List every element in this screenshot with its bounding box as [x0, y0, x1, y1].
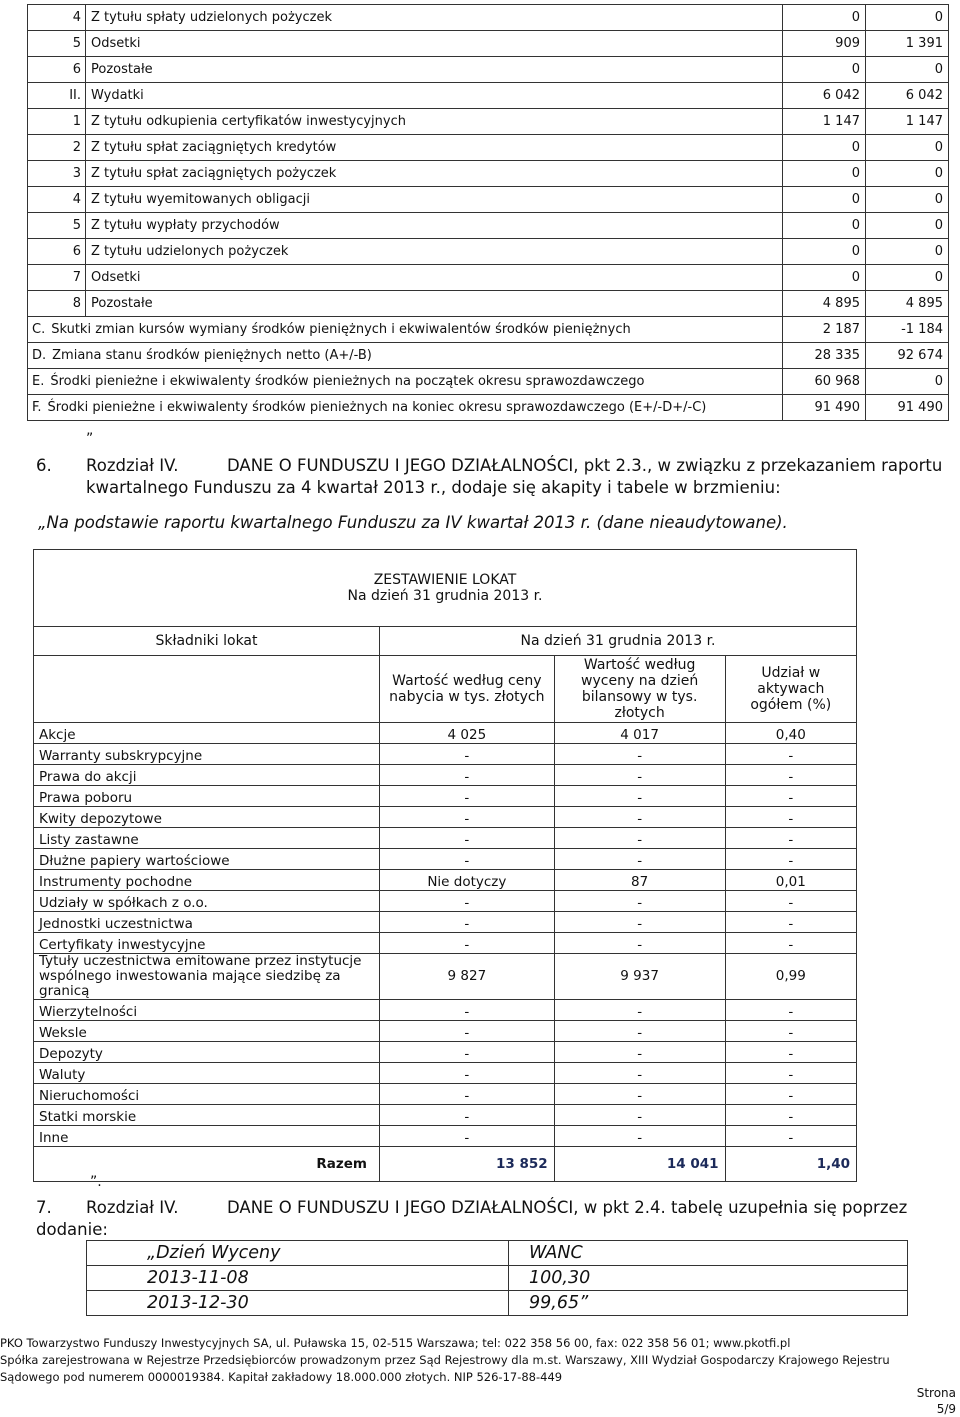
- investment-valuation: -: [554, 1000, 725, 1021]
- cash-flow-row: [28, 31, 949, 57]
- investment-share: -: [725, 1021, 856, 1042]
- row-number: 2: [28, 135, 86, 161]
- cash-flow-row: [28, 187, 949, 213]
- investment-valuation: -: [554, 891, 725, 912]
- investment-share: -: [725, 1126, 856, 1147]
- investment-row: [34, 912, 857, 933]
- investment-valuation: -: [554, 807, 725, 828]
- row-label: Z tytułu spłat zaciągniętych pożyczek: [86, 161, 783, 187]
- cash-flow-summary-row: [28, 343, 949, 369]
- investment-cost: -: [379, 912, 554, 933]
- closing-quote: ”: [86, 431, 94, 447]
- investment-cost: -: [379, 1126, 554, 1147]
- section-7-text: DANE O FUNDUSZU I JEGO DZIAŁALNOŚCI, w pkt 2.4. tabelę uzupełnia się poprzez dodanie:: [36, 1198, 908, 1239]
- investment-valuation: -: [554, 1042, 725, 1063]
- row-value-2: 0: [866, 239, 949, 265]
- investment-cost: -: [379, 849, 554, 870]
- cash-flow-summary-row: [28, 317, 949, 343]
- wanc-date: 2013-12-30: [87, 1291, 509, 1316]
- investments-subheader-row: [34, 656, 857, 723]
- investment-share: -: [725, 912, 856, 933]
- summary-code: F.: [32, 399, 42, 415]
- cash-flow-row: [28, 57, 949, 83]
- cash-flow-summary-row: [28, 369, 949, 395]
- wanc-date: 2013-11-08: [87, 1266, 509, 1291]
- row-value-2: 0: [866, 5, 949, 31]
- summary-label: [28, 395, 783, 421]
- total-cost: 13 852: [379, 1147, 554, 1182]
- investment-valuation: -: [554, 933, 725, 954]
- row-value-1: 0: [783, 239, 866, 265]
- page-indicator: [917, 1385, 956, 1417]
- investment-row: [34, 765, 857, 786]
- summary-value-1: 91 490: [783, 395, 866, 421]
- investment-row: [34, 1021, 857, 1042]
- investment-name: Statki morskie: [34, 1105, 380, 1126]
- row-value-1: 0: [783, 5, 866, 31]
- investment-share: -: [725, 744, 856, 765]
- investment-cost: -: [379, 765, 554, 786]
- section-6: [36, 455, 956, 499]
- row-label: Pozostałe: [86, 57, 783, 83]
- row-number: 6: [28, 57, 86, 83]
- investment-name: Akcje: [34, 723, 380, 744]
- row-value-1: 0: [783, 265, 866, 291]
- investment-share: -: [725, 933, 856, 954]
- investment-cost: -: [379, 1084, 554, 1105]
- row-label: Z tytułu spłat zaciągniętych kredytów: [86, 135, 783, 161]
- investment-cost: 9 827: [379, 954, 554, 1000]
- footer-line2: Spółka zarejestrowana w Rejestrze Przedsiębiorców prowadzonym przez Sąd Rejestrowy dla m.st. Warszawy, XIII Wydział Gospodarczy Krajowego Rejestru: [0, 1353, 890, 1367]
- header-empty: [34, 656, 380, 723]
- row-value-1: 0: [783, 187, 866, 213]
- wanc-table: [86, 1240, 908, 1316]
- row-label: Z tytułu udzielonych pożyczek: [86, 239, 783, 265]
- row-number: 7: [28, 265, 86, 291]
- investment-cost: Nie dotyczy: [379, 870, 554, 891]
- investment-name: Udziały w spółkach z o.o.: [34, 891, 380, 912]
- investment-valuation: 4 017: [554, 723, 725, 744]
- investment-cost: -: [379, 891, 554, 912]
- wanc-body: [87, 1241, 908, 1316]
- investment-valuation: 87: [554, 870, 725, 891]
- row-number: 5: [28, 31, 86, 57]
- row-number: II.: [28, 83, 86, 109]
- investment-row: [34, 1042, 857, 1063]
- wanc-row: [87, 1266, 908, 1291]
- footer-line1: PKO Towarzystwo Funduszy Inwestycyjnych SA, ul. Puławska 15, 02-515 Warszawa; tel: 022 358 56 00, fax: 022 358 56 01; www.pkotfi.pl: [0, 1336, 791, 1350]
- investment-share: -: [725, 1084, 856, 1105]
- investment-share: -: [725, 1063, 856, 1084]
- investments-body: [34, 550, 857, 1182]
- investment-valuation: -: [554, 1126, 725, 1147]
- section-6-intro: „Na podstawie raportu kwartalnego Funduszu za IV kwartał 2013 r. (dane nieaudytowane).: [38, 513, 788, 532]
- section-6-number: 6.: [36, 456, 52, 475]
- investment-row: [34, 933, 857, 954]
- investment-cost: -: [379, 1000, 554, 1021]
- investment-name: Nieruchomości: [34, 1084, 380, 1105]
- row-label: Z tytułu spłaty udzielonych pożyczek: [86, 5, 783, 31]
- wanc-value: 99,65”: [509, 1291, 908, 1316]
- summary-code: C.: [32, 321, 46, 337]
- section-7-chapter: Rozdział IV.: [86, 1198, 179, 1217]
- cash-flow-row: [28, 5, 949, 31]
- investment-row: [34, 849, 857, 870]
- investment-cost: -: [379, 1105, 554, 1126]
- header-col2: Wartość według wyceny na dzień bilansowy w tys. złotych: [554, 656, 725, 723]
- investment-name: Depozyty: [34, 1042, 380, 1063]
- investment-share: 0,01: [725, 870, 856, 891]
- investment-cost: -: [379, 786, 554, 807]
- investment-name: Instrumenty pochodne: [34, 870, 380, 891]
- section-6-chapter: Rozdział IV.: [86, 456, 179, 475]
- row-value-2: 0: [866, 161, 949, 187]
- investment-share: -: [725, 807, 856, 828]
- cash-flow-row: [28, 265, 949, 291]
- row-value-2: 4 895: [866, 291, 949, 317]
- investment-cost: -: [379, 1021, 554, 1042]
- investment-row: [34, 744, 857, 765]
- row-value-1: 6 042: [783, 83, 866, 109]
- cash-flow-row: [28, 291, 949, 317]
- investment-name: Prawa do akcji: [34, 765, 380, 786]
- investment-name: Weksle: [34, 1021, 380, 1042]
- investment-name: Prawa poboru: [34, 786, 380, 807]
- summary-text: Skutki zmian kursów wymiany środków pieniężnych i ekwiwalentów środków pieniężnych: [51, 321, 631, 337]
- investment-share: -: [725, 1042, 856, 1063]
- section-6-text-line1: DANE O FUNDUSZU I JEGO DZIAŁALNOŚCI, pkt 2.3., w związku z przekazaniem raportu: [227, 456, 943, 475]
- summary-text: Środki pienieżne i ekwiwalenty środków pienieżnych na początek okresu sprawozdawczego: [50, 373, 645, 389]
- investment-cost: -: [379, 807, 554, 828]
- cash-flow-row: [28, 161, 949, 187]
- row-value-2: 1 147: [866, 109, 949, 135]
- row-value-1: 0: [783, 57, 866, 83]
- investment-name: Warranty subskrypcyjne: [34, 744, 380, 765]
- investment-valuation: -: [554, 912, 725, 933]
- row-value-1: 909: [783, 31, 866, 57]
- summary-value-1: 28 335: [783, 343, 866, 369]
- investments-title: [34, 550, 857, 627]
- summary-text: Zmiana stanu środków pieniężnych netto (A+/-B): [52, 347, 372, 363]
- cash-flow-row: [28, 213, 949, 239]
- closing-quote-2: ”.: [90, 1174, 102, 1190]
- investment-name: Kwity depozytowe: [34, 807, 380, 828]
- investment-row: [34, 1063, 857, 1084]
- investment-row: [34, 891, 857, 912]
- wanc-header-date: „Dzień Wyceny: [87, 1241, 509, 1266]
- header-col3: Udział w aktywach ogółem (%): [725, 656, 856, 723]
- investment-row: [34, 1084, 857, 1105]
- investment-share: 0,40: [725, 723, 856, 744]
- summary-label: [28, 343, 783, 369]
- cash-flow-row: [28, 83, 949, 109]
- summary-code: E.: [32, 373, 45, 389]
- investment-name: Wierzytelności: [34, 1000, 380, 1021]
- header-components: Składniki lokat: [34, 627, 380, 656]
- summary-code: D.: [32, 347, 47, 363]
- investment-share: -: [725, 1000, 856, 1021]
- investment-row: [34, 786, 857, 807]
- summary-text: Środki pienieżne i ekwiwalenty środków pienieżnych na koniec okresu sprawozdawczego (E+/-D+/-C): [47, 399, 707, 415]
- investment-name: Tytuły uczestnictwa emitowane przez instytucje wspólnego inwestowania mające siedzibę za granicą: [34, 954, 380, 1000]
- row-value-2: 0: [866, 135, 949, 161]
- investment-name: Listy zastawne: [34, 828, 380, 849]
- investments-title-line2: Na dzień 31 grudnia 2013 r.: [347, 588, 543, 604]
- investment-row: [34, 723, 857, 744]
- investment-row: [34, 870, 857, 891]
- investment-valuation: -: [554, 1105, 725, 1126]
- investment-share: -: [725, 849, 856, 870]
- investment-name: Dłużne papiery wartościowe: [34, 849, 380, 870]
- cash-flow-row: [28, 135, 949, 161]
- row-value-1: 1 147: [783, 109, 866, 135]
- investment-row: [34, 1105, 857, 1126]
- row-number: 6: [28, 239, 86, 265]
- investment-valuation: 9 937: [554, 954, 725, 1000]
- row-value-2: 1 391: [866, 31, 949, 57]
- row-label: Z tytułu odkupienia certyfikatów inwestycyjnych: [86, 109, 783, 135]
- investment-valuation: -: [554, 849, 725, 870]
- row-label: Wydatki: [86, 83, 783, 109]
- total-label: Razem: [34, 1147, 380, 1182]
- investment-cost: -: [379, 1063, 554, 1084]
- investment-cost: -: [379, 744, 554, 765]
- investment-share: -: [725, 828, 856, 849]
- row-number: 8: [28, 291, 86, 317]
- summary-label: [28, 369, 783, 395]
- row-label: Odsetki: [86, 31, 783, 57]
- row-value-2: 0: [866, 265, 949, 291]
- investment-valuation: -: [554, 765, 725, 786]
- section-6-text-line2: kwartalnego Funduszu za 4 kwartał 2013 r., dodaje się akapity i tabele w brzmieniu:: [86, 478, 781, 497]
- investment-row: [34, 807, 857, 828]
- wanc-header-value: WANC: [509, 1241, 908, 1266]
- investments-title-line1: ZESTAWIENIE LOKAT: [373, 572, 517, 588]
- cash-flow-row: [28, 109, 949, 135]
- investment-cost: -: [379, 1042, 554, 1063]
- investment-row: [34, 1000, 857, 1021]
- row-label: Z tytułu wypłaty przychodów: [86, 213, 783, 239]
- investment-name: Inne: [34, 1126, 380, 1147]
- total-share: 1,40: [725, 1147, 856, 1182]
- row-value-2: 6 042: [866, 83, 949, 109]
- section-6-line1: [36, 455, 956, 477]
- summary-value-1: 60 968: [783, 369, 866, 395]
- cash-flow-body: [28, 5, 949, 421]
- investments-header-row: [34, 627, 857, 656]
- wanc-header-row: [87, 1241, 908, 1266]
- row-number: 4: [28, 5, 86, 31]
- investment-row: [34, 1126, 857, 1147]
- row-value-2: 0: [866, 187, 949, 213]
- investments-title-row: [34, 550, 857, 627]
- investment-name: Certyfikaty inwestycyjne: [34, 933, 380, 954]
- row-value-1: 0: [783, 213, 866, 239]
- row-value-2: 0: [866, 213, 949, 239]
- investment-share: -: [725, 1105, 856, 1126]
- investment-share: 0,99: [725, 954, 856, 1000]
- row-label: Pozostałe: [86, 291, 783, 317]
- investment-share: -: [725, 891, 856, 912]
- investment-cost: -: [379, 933, 554, 954]
- investment-valuation: -: [554, 1021, 725, 1042]
- row-value-1: 0: [783, 135, 866, 161]
- investment-name: Jednostki uczestnictwa: [34, 912, 380, 933]
- row-number: 3: [28, 161, 86, 187]
- investment-name: Waluty: [34, 1063, 380, 1084]
- investments-table: [33, 549, 857, 1182]
- row-value-1: 0: [783, 161, 866, 187]
- section-7: [36, 1197, 956, 1241]
- summary-value-2: 91 490: [866, 395, 949, 421]
- header-col1: Wartość według ceny nabycia w tys. złotych: [379, 656, 554, 723]
- investment-cost: -: [379, 828, 554, 849]
- investment-valuation: -: [554, 1084, 725, 1105]
- summary-value-1: 2 187: [783, 317, 866, 343]
- row-number: 4: [28, 187, 86, 213]
- header-date: Na dzień 31 grudnia 2013 r.: [379, 627, 856, 656]
- row-value-1: 4 895: [783, 291, 866, 317]
- investment-cost: 4 025: [379, 723, 554, 744]
- summary-value-2: -1 184: [866, 317, 949, 343]
- row-label: Z tytułu wyemitowanych obligacji: [86, 187, 783, 213]
- summary-label: [28, 317, 783, 343]
- footer-line3: Sądowego pod numerem 0000019384. Kapitał zakładowy 18.000.000 złotych. NIP 526-17-88-449: [0, 1370, 563, 1384]
- row-value-2: 0: [866, 57, 949, 83]
- cash-flow-table: [27, 4, 949, 421]
- investment-row: [34, 954, 857, 1000]
- investment-share: -: [725, 765, 856, 786]
- investment-valuation: -: [554, 786, 725, 807]
- section-7-number: 7.: [36, 1198, 52, 1217]
- investment-valuation: -: [554, 1063, 725, 1084]
- investment-share: -: [725, 786, 856, 807]
- page-label: Strona: [916, 1386, 956, 1400]
- investment-total-row: [34, 1147, 857, 1182]
- row-number: 5: [28, 213, 86, 239]
- page-number: 5/9: [936, 1402, 956, 1416]
- investment-valuation: -: [554, 828, 725, 849]
- row-number: 1: [28, 109, 86, 135]
- investment-row: [34, 828, 857, 849]
- wanc-row: [87, 1291, 908, 1316]
- row-label: Odsetki: [86, 265, 783, 291]
- investment-valuation: -: [554, 744, 725, 765]
- cash-flow-row: [28, 239, 949, 265]
- cash-flow-summary-row: [28, 395, 949, 421]
- summary-value-2: 0: [866, 369, 949, 395]
- summary-value-2: 92 674: [866, 343, 949, 369]
- wanc-value: 100,30: [509, 1266, 908, 1291]
- total-valuation: 14 041: [554, 1147, 725, 1182]
